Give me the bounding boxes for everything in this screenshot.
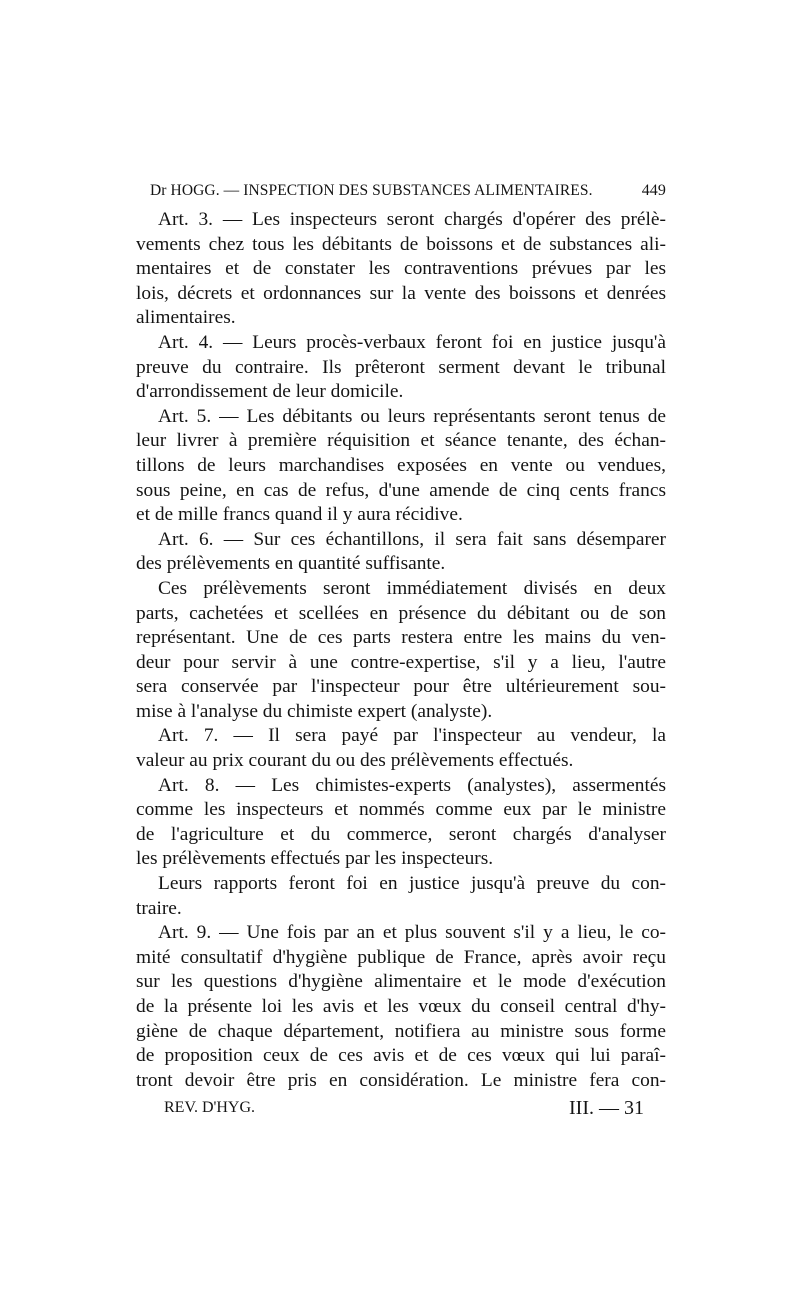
text-line: Art. 7. — Il sera payé par l'inspecteur au vendeur, la — [158, 725, 666, 747]
text-line: Leurs rapports feront foi en justice jusqu'à preuve du con- — [158, 873, 666, 895]
text-line: sur les questions d'hygiène alimentaire et le mode d'exécution — [136, 971, 666, 993]
text-line: représentant. Une de ces parts restera entre les mains du ven- — [136, 627, 666, 649]
text-line: comme les inspecteurs et nommés comme eux par le ministre — [136, 799, 666, 821]
text-line: Art. 4. — Leurs procès-verbaux feront foi en justice jusqu'à — [158, 331, 666, 353]
signature-mark-left: REV. D'HYG. — [164, 1099, 256, 1117]
body-text — [136, 208, 666, 1093]
text-line: mise à l'analyse du chimiste expert (analyste). — [136, 700, 493, 722]
book-page — [136, 176, 666, 1121]
text-line: deur pour servir à une contre-expertise, s'il y a lieu, l'autre — [136, 651, 666, 673]
text-line: tillons de leurs marchandises exposées en vente ou vendues, — [136, 454, 666, 476]
text-line: de proposition ceux de ces avis et de ces vœux qui lui paraî- — [136, 1045, 666, 1067]
text-line: leur livrer à première réquisition et séance tenante, des échan- — [136, 430, 666, 452]
text-line: Art. 5. — Les débitants ou leurs représentants seront tenus de — [158, 405, 666, 427]
text-line: sous peine, en cas de refus, d'une amende de cinq cents francs — [136, 479, 666, 501]
text-line: Art. 8. — Les chimistes-experts (analystes), assermentés — [158, 774, 666, 796]
text-line: giène de chaque département, notifiera au ministre sous forme — [136, 1020, 666, 1042]
text-line: tront devoir être pris en considération. Le ministre fera con- — [136, 1069, 666, 1091]
text-line: traire. — [136, 897, 182, 919]
text-line: mité consultatif d'hygiène publique de France, après avoir reçu — [136, 946, 666, 968]
signature-line — [136, 1095, 666, 1121]
text-line: d'arrondissement de leur domicile. — [136, 381, 404, 403]
text-line: les prélèvements effectués par les inspecteurs. — [136, 848, 494, 870]
signature-mark-right: III. — 31 — [569, 1097, 644, 1120]
running-head — [150, 176, 666, 206]
text-line: mentaires et de constater les contraventions prévues par les — [136, 258, 666, 280]
text-line: vements chez tous les débitants de boissons et de substances ali- — [136, 233, 666, 255]
text-line: sera conservée par l'inspecteur pour être ultérieurement sou- — [136, 676, 666, 698]
text-line: Art. 9. — Une fois par an et plus souvent s'il y a lieu, le co- — [158, 922, 666, 944]
text-line: de la présente loi les avis et les vœux du conseil central d'hy- — [136, 996, 666, 1017]
text-line: alimentaires. — [136, 307, 236, 329]
text-line: preuve du contraire. Ils prêteront serment devant le tribunal — [136, 356, 666, 378]
text-line: Art. 3. — Les inspecteurs seront chargés d'opérer des prélè- — [158, 209, 666, 230]
text-line: valeur au prix courant du ou des prélèvements effectués. — [136, 750, 574, 772]
text-line: de l'agriculture et du commerce, seront chargés d'analyser — [136, 823, 666, 845]
text-line: lois, décrets et ordonnances sur la vente des boissons et denrées — [136, 282, 666, 304]
running-head-title: Dr HOGG. — INSPECTION DES SUBSTANCES ALIMENTAIRES. — [150, 182, 593, 199]
text-line: parts, cachetées et scellées en présence du débitant ou de son — [136, 602, 666, 624]
page-number: 449 — [641, 182, 666, 199]
text-line: Ces prélèvements seront immédiatement divisés en deux — [158, 577, 666, 599]
text-line: des prélèvements en quantité suffisante. — [136, 553, 446, 575]
text-line: et de mille francs quand il y aura récidive. — [136, 504, 463, 526]
text-line: Art. 6. — Sur ces échantillons, il sera fait sans désemparer — [158, 528, 666, 550]
